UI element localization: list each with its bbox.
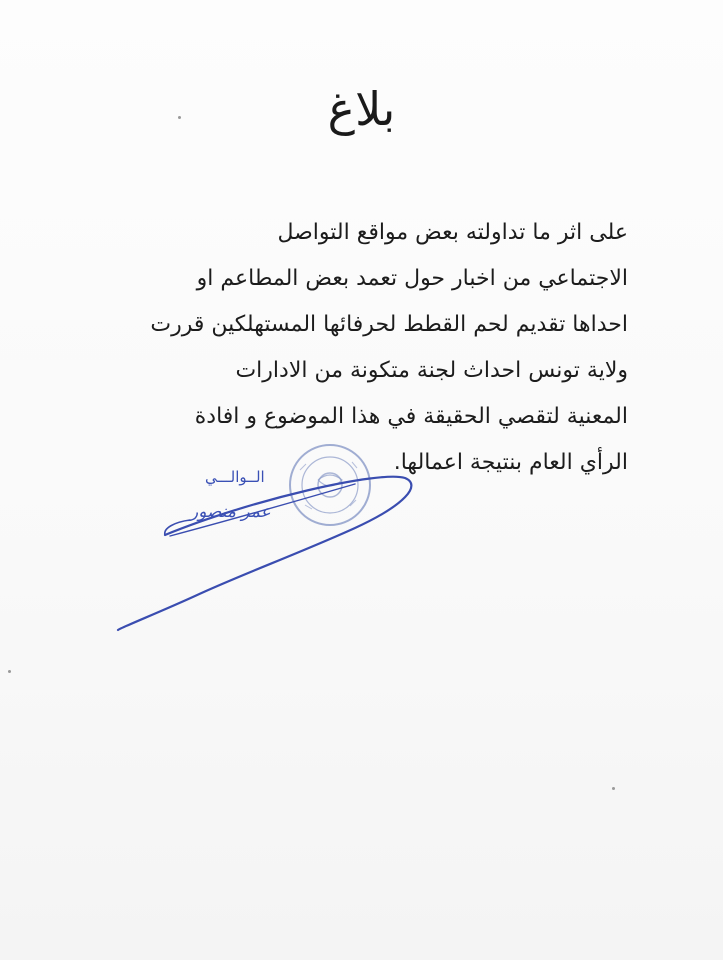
paper-speck	[178, 116, 181, 119]
announcement-body	[88, 210, 628, 486]
body-line: احداها تقديم لحم القطط لحرفائها المستهلكين قررت	[150, 312, 628, 337]
body-line: الرأي العام بنتيجة اعمالها.	[393, 450, 628, 475]
body-line: على اثر ما تداولته بعض مواقع التواصل	[277, 220, 628, 245]
document-title: بلاغ	[327, 82, 396, 136]
body-line: المعنية لتقصي الحقيقة في هذا الموضوع و افادة	[194, 404, 628, 429]
signature-scribble-icon	[118, 477, 411, 630]
body-line: الاجتماعي من اخبار حول تعمد بعض المطاعم او	[196, 266, 628, 291]
signer-name: عمر منصور	[190, 502, 271, 522]
paper-speck	[612, 787, 615, 790]
paper-speck	[8, 670, 11, 673]
body-line: ولاية تونس احداث لجنة متكونة من الادارات	[235, 358, 628, 383]
signer-title: الــوالـــي	[205, 468, 265, 486]
